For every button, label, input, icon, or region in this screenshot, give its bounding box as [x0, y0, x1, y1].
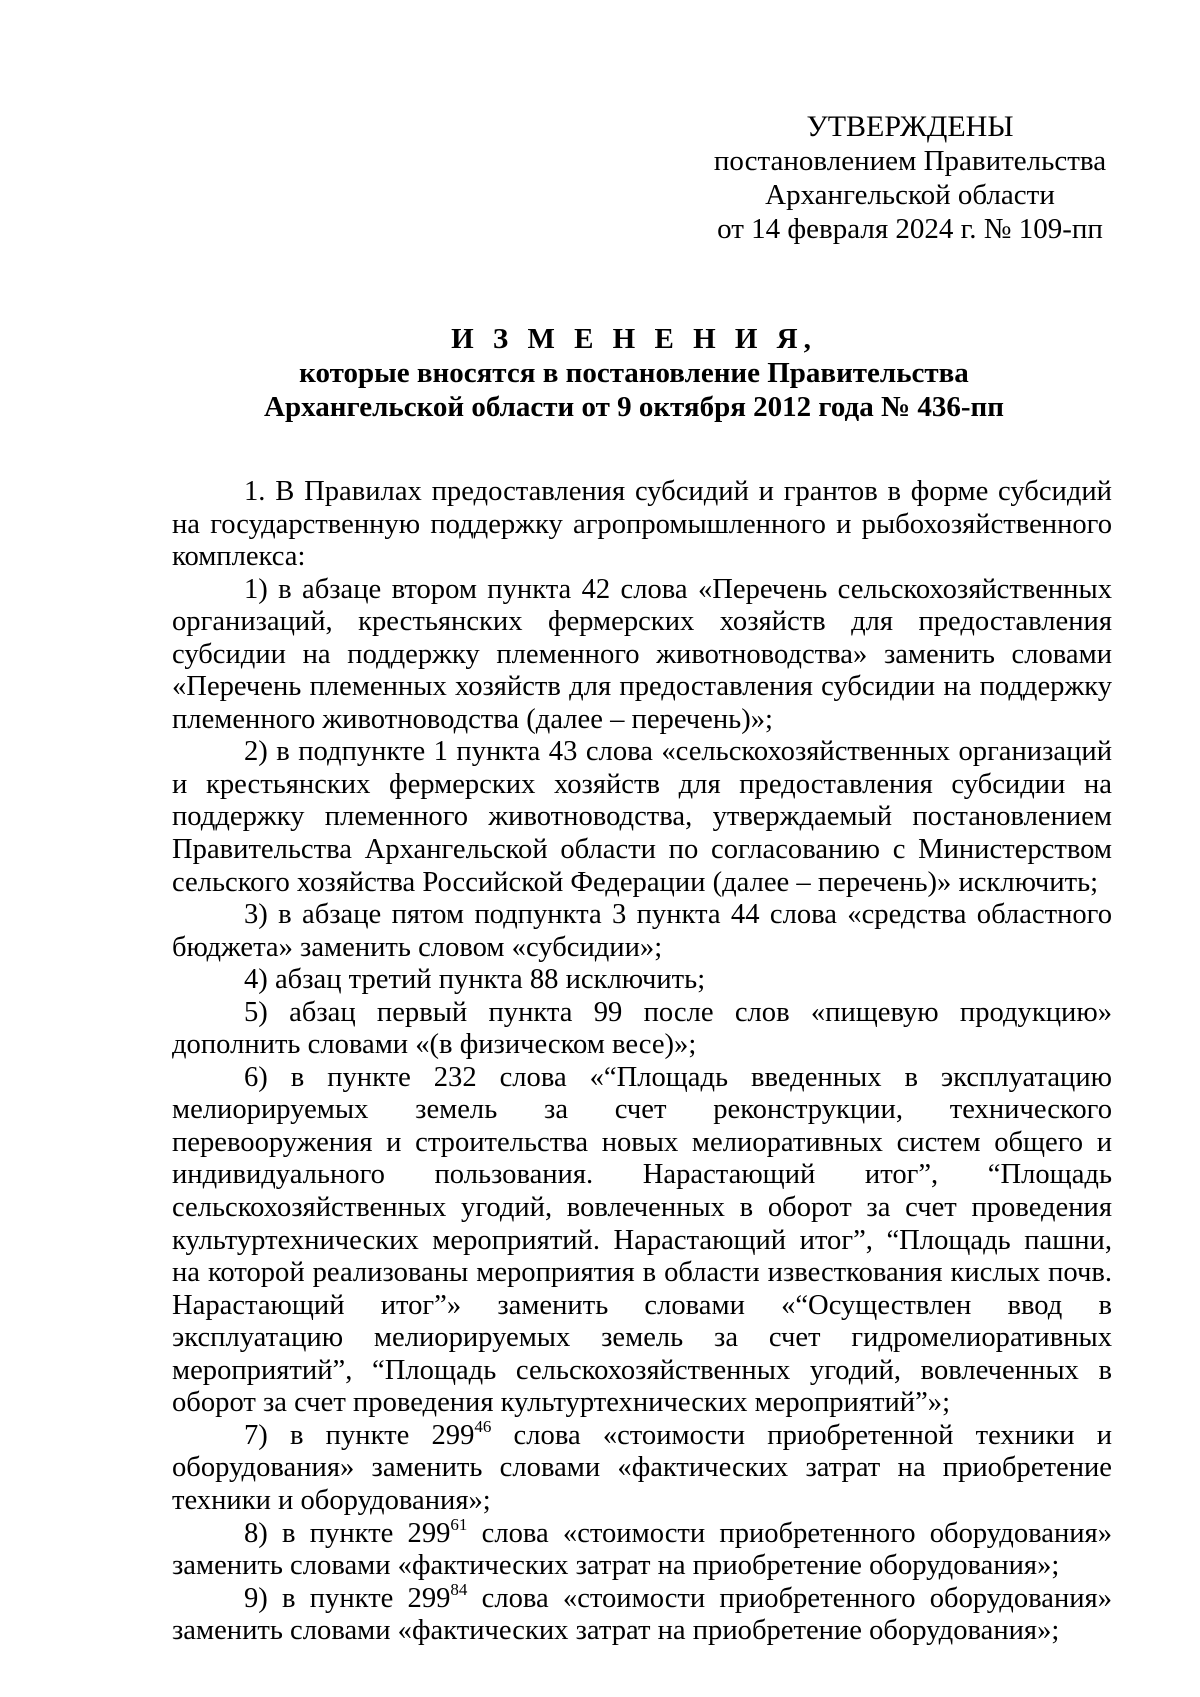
approval-line-1: постановлением Правительства — [713, 145, 1107, 177]
item-8-text-b: слова «стоимости приобретенного оборудования» заменить словами «фактических затрат на приобретение оборудования»; — [172, 1517, 1112, 1582]
item-9-text-a: 9) в пункте 299 — [244, 1582, 451, 1614]
item-7-text-a: 7) в пункте 299 — [244, 1419, 475, 1451]
paragraph-item-9 — [172, 1579, 1112, 1648]
title-line-2: Архангельской области от 9 октября 2012 года № 436-пп — [264, 391, 1004, 423]
paragraph-item-5: 5) абзац первый пункта 99 после слов «пищевую продукцию» дополнить словами «(в физическом весе)»; — [172, 996, 1112, 1061]
paragraph-item-3: 3) в абзаце пятом подпункта 3 пункта 44 слова «средства областного бюджета» заменить словом «субсидии»; — [172, 899, 1112, 963]
title-word: И З М Е Н Е Н И Я, — [451, 323, 817, 355]
approval-line-2: Архангельской области — [765, 179, 1055, 211]
paragraph-item-2: 2) в подпункте 1 пункта 43 слова «сельскохозяйственных организаций и крестьянских фермерских хозяйств для предоставления субсидии на поддержку племенного животноводства, утверждаемый постановлением Правительства Архангельской области по согласованию с Министерством сельского хозяйства Российской Федерации (далее – перечень)» исключить; — [172, 736, 1112, 898]
paragraph-item-7 — [172, 1416, 1112, 1518]
item-8-superscript: 61 — [450, 1514, 468, 1534]
item-9-text-b: слова «стоимости приобретенного оборудования» заменить словами «фактических затрат на приобретение оборудования»; — [172, 1582, 1112, 1647]
approval-line-3: от 14 февраля 2024 г. № 109-пп — [717, 213, 1103, 245]
paragraph-1: 1. В Правилах предоставления субсидий и грантов в форме субсидий на государственную поддержку агропромышленного и рыбохозяйственного комплекса: — [172, 476, 1112, 573]
document-title — [170, 322, 1098, 424]
item-7-superscript: 46 — [474, 1416, 492, 1436]
paragraph-item-1: 1) в абзаце втором пункта 42 слова «Перечень сельскохозяйственных организаций, крестьянских фермерских хозяйств для предоставления субсидии на поддержку племенного животноводства» заменить словами «Перечень племенных хозяйств для предоставления субсидии на поддержку племенного животноводства (далее – перечень)»; — [172, 573, 1112, 735]
approval-heading: УТВЕРЖДЕНЫ — [806, 110, 1014, 143]
paragraph-item-8 — [172, 1514, 1112, 1583]
item-7-text-b: слова «стоимости приобретенной техники и оборудования» заменить словами «фактических затрат на приобретение техники и оборудования»; — [172, 1419, 1112, 1516]
paragraph-item-4: 4) абзац третий пункта 88 исключить; — [244, 964, 706, 996]
document-body — [172, 476, 1112, 1648]
item-9-superscript: 84 — [450, 1579, 468, 1599]
paragraph-item-6: 6) в пункте 232 слова «“Площадь введенных в эксплуатацию мелиорируемых земель за счет реконструкции, технического перевооружения и строительства новых мелиоративных систем общего и индивидуального пользования. Нарастающий итог”, “Площадь сельскохозяйственных угодий, вовлеченных в оборот за счет проведения культуртехнических мероприятий. Нарастающий итог”, “Площадь пашни, на которой реализованы мероприятия в области известкования кислых почв. Нарастающий итог”» заменить словами «“Осуществлен ввод в эксплуатацию мелиорируемых земель за счет гидромелиоративных мероприятий”, “Площадь сельскохозяйственных угодий, вовлеченных в оборот за счет проведения культуртехнических мероприятий”»; — [172, 1061, 1112, 1419]
item-8-text-a: 8) в пункте 299 — [244, 1517, 451, 1549]
title-line-1: которые вносятся в постановление Правительства — [299, 357, 969, 389]
approval-stamp-block — [700, 110, 1120, 246]
